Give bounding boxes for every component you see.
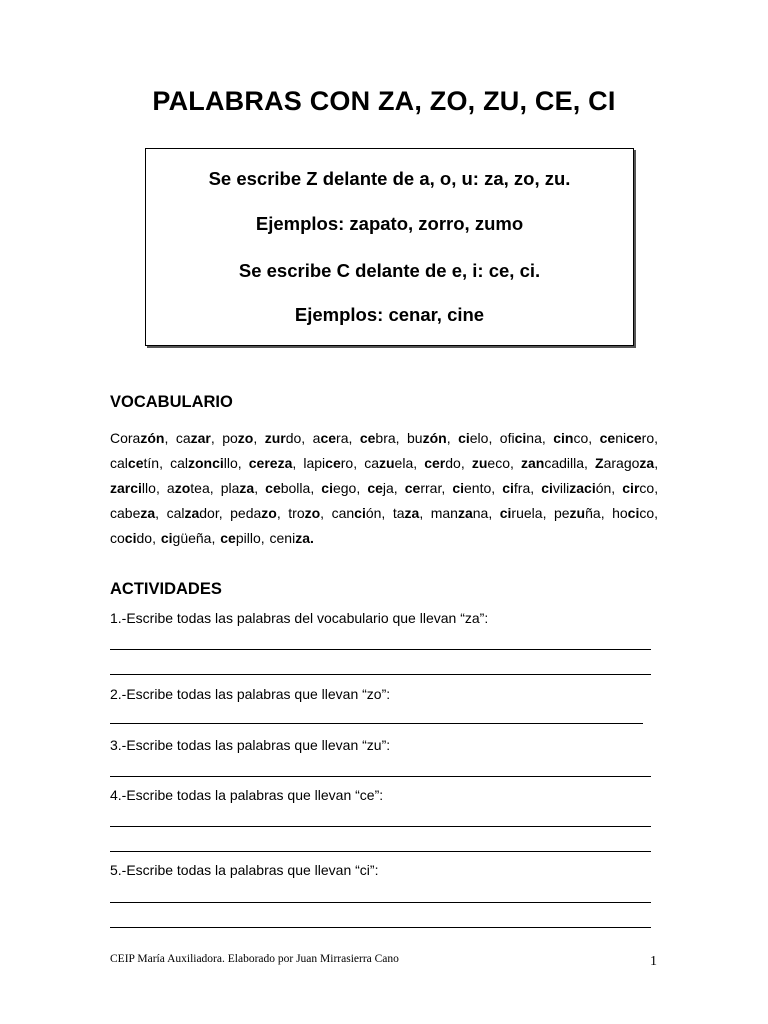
vocabulary-word: plaza,	[220, 480, 259, 496]
vocabulary-word: trozo,	[288, 505, 325, 521]
vocabulary-word: azotea,	[166, 480, 214, 496]
activities-heading: ACTIVIDADES	[110, 580, 222, 598]
vocabulary-word: cebra,	[359, 430, 400, 446]
vocabulary-word: cifra,	[502, 480, 535, 496]
vocabulary-word: cenicero,	[599, 430, 659, 446]
vocabulary-word: circo,	[622, 480, 659, 496]
vocabulary-word: civilización,	[541, 480, 616, 496]
vocabulary-word: zarcillo,	[110, 480, 160, 496]
vocabulary-word: cepillo,	[220, 530, 265, 546]
vocabulary-word: hocico,	[612, 505, 659, 521]
vocabulary-word: calcetín,	[110, 455, 163, 471]
rule-z-line: Se escribe Z delante de a, o, u: za, zo, zu.	[208, 168, 571, 189]
vocabulary-word: buzón,	[407, 430, 451, 446]
vocabulary-word: cinco,	[553, 430, 593, 446]
activity-5-answer-line[interactable]	[110, 927, 651, 928]
vocabulary-word: canción,	[331, 505, 386, 521]
rule-c-examples: Ejemplos: cenar, cine	[294, 304, 485, 325]
vocabulary-word: calzador,	[166, 505, 223, 521]
activity-2-answer-line[interactable]	[110, 723, 643, 724]
vocabulary-word: cigüeña,	[160, 530, 216, 546]
vocabulary-word: ceja,	[367, 480, 398, 496]
vocabulary-word: cazuela,	[364, 455, 418, 471]
vocabulary-word: lapicero,	[303, 455, 358, 471]
vocabulary-word: pedazo,	[230, 505, 281, 521]
vocabulary-word: cielo,	[458, 430, 493, 446]
vocabulary-word: acera,	[312, 430, 353, 446]
vocabulary-word: zurdo,	[264, 430, 306, 446]
vocabulary-word: ciruela,	[499, 505, 547, 521]
vocabulary-word: taza,	[392, 505, 424, 521]
activity-4-prompt: 4.-Escribe todas la palabras que llevan “ce”:	[110, 787, 384, 803]
rule-z-examples: Ejemplos: zapato, zorro, zumo	[255, 213, 524, 234]
vocabulary-word: zueco,	[471, 455, 514, 471]
vocabulary-heading: VOCABULARIO	[110, 393, 233, 411]
activity-1-answer-line[interactable]	[110, 674, 651, 675]
vocabulary-word: cereza,	[248, 455, 297, 471]
vocabulary-word: pozo,	[222, 430, 258, 446]
vocabulary-word: pezuña,	[553, 505, 605, 521]
activity-1-prompt: 1.-Escribe todas las palabras del vocabulario que llevan “za”:	[110, 610, 489, 626]
vocabulary-word: oficina,	[499, 430, 546, 446]
activity-1-answer-line[interactable]	[110, 649, 651, 650]
vocabulary-word: cebolla,	[265, 480, 315, 496]
vocabulary-word: ciego,	[321, 480, 361, 496]
activity-4-answer-line[interactable]	[110, 826, 651, 827]
vocabulary-word: cerdo,	[424, 455, 465, 471]
spelling-rule-box	[145, 148, 634, 346]
vocabulary-word: cazar,	[175, 430, 215, 446]
vocabulary-paragraph	[110, 426, 658, 551]
vocabulary-word: ciento,	[452, 480, 496, 496]
rule-c-line: Se escribe C delante de e, i: ce, ci.	[238, 260, 541, 281]
vocabulary-word: Corazón,	[110, 430, 169, 446]
activity-4-answer-line[interactable]	[110, 851, 651, 852]
vocabulary-word: ceniza.	[269, 530, 314, 546]
page-title: PALABRAS CON ZA, ZO, ZU, CE, CI	[152, 86, 616, 116]
footer-credit: CEIP María Auxiliadora. Elaborado por Juan Mirrasierra Cano	[110, 953, 399, 965]
vocabulary-word: cabeza,	[110, 505, 160, 521]
page-number: 1	[650, 954, 657, 969]
activity-3-prompt: 3.-Escribe todas las palabras que llevan “zu”:	[110, 737, 391, 753]
vocabulary-word: zancadilla,	[520, 455, 588, 471]
vocabulary-word: calzoncillo,	[170, 455, 242, 471]
activity-5-answer-line[interactable]	[110, 902, 651, 903]
vocabulary-word: cerrar,	[404, 480, 446, 496]
vocabulary-word: cocido,	[110, 530, 156, 546]
vocabulary-word: Zaragoza,	[595, 455, 659, 471]
activity-3-answer-line[interactable]	[110, 776, 651, 777]
vocabulary-word: manzana,	[430, 505, 493, 521]
activity-2-prompt: 2.-Escribe todas las palabras que llevan “zo”:	[110, 686, 391, 702]
activity-5-prompt: 5.-Escribe todas la palabras que llevan “ci”:	[110, 862, 379, 878]
